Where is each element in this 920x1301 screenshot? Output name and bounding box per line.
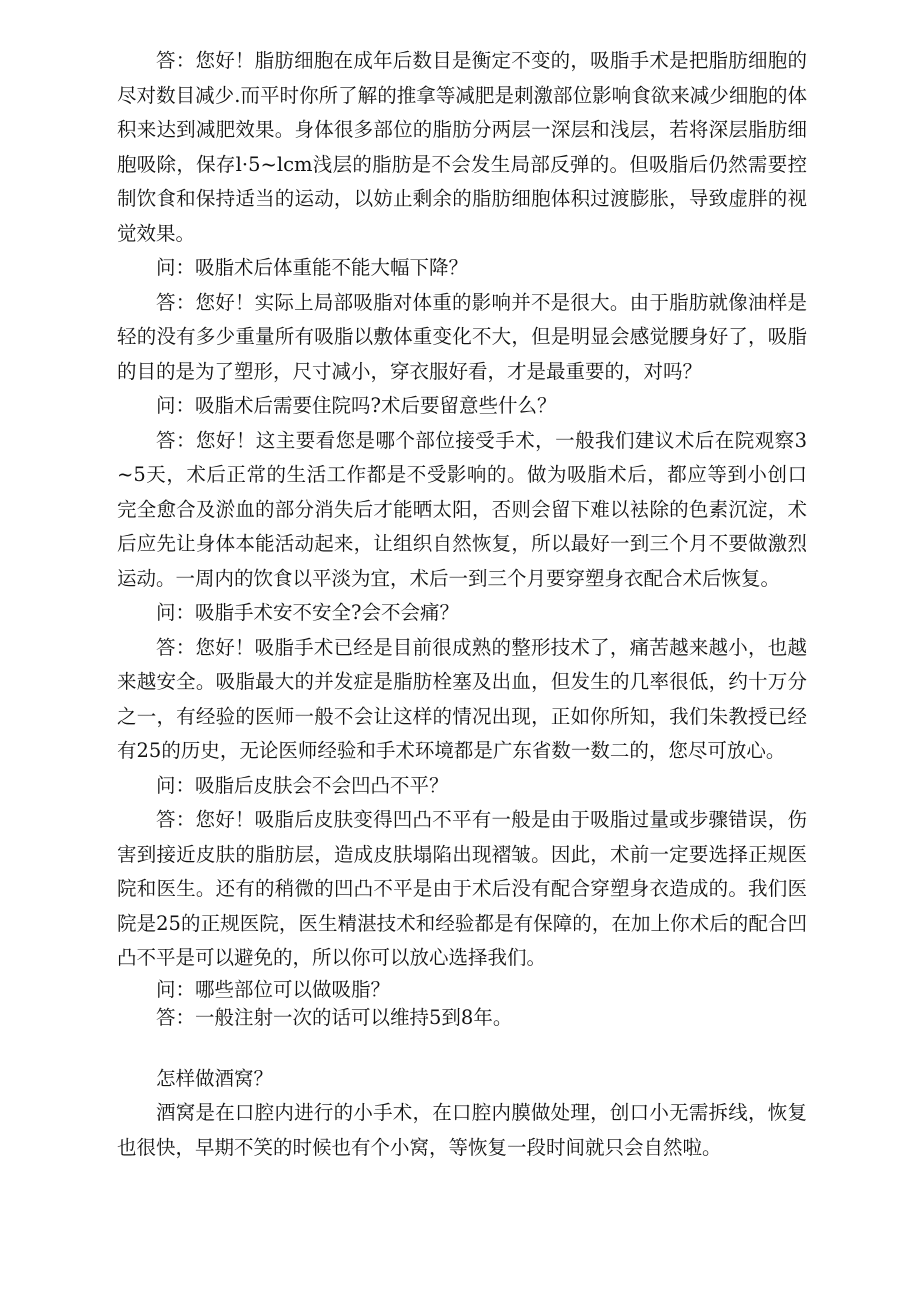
answer-paragraph: 答：您好！脂肪细胞在成年后数目是衡定不变的，吸脂手术是把脂肪细胞的尽对数目减少.而平时你所了解的推拿等减肥是刺激部位影响食欲来减少细胞的体积来达到减肥效果。身体很多部位的脂肪分两层一深层和浅层，若将深层脂肪细胞吸除，保存l·5~lcm浅层的脂肪是不会发生局部反弹的。但吸脂后仍然需要控制饮食和保持适当的运动，以妨止剩余的脂肪细胞体积过渡膨胀，导致虚胖的视觉效果。 bbox=[117, 49, 807, 245]
question-paragraph: 问：吸脂术后体重能不能大幅下降？ bbox=[156, 256, 469, 279]
answer-paragraph: 答：一般注射一次的话可以维持5到8年。 bbox=[156, 1005, 513, 1029]
question-paragraph: 问：吸脂术后需要住院吗?术后要留意些什么？ bbox=[156, 394, 557, 417]
answer-paragraph: 答：您好！实际上局部吸脂对体重的影响并不是很大。由于脂肪就像油样是轻的没有多少重量所有吸脂以敷体重变化不大，但是明显会感觉腰身好了，吸脂的目的是为了塑形，尺寸减小，穿衣服好看，才是最重要的，对吗？ bbox=[117, 290, 807, 383]
question-paragraph: 问：吸脂手术安不安全?会不会痛？ bbox=[156, 601, 459, 624]
question-paragraph: 问：吸脂后皮肤会不会凹凸不平？ bbox=[156, 773, 449, 797]
document-page bbox=[117, 44, 807, 1165]
answer-paragraph: 答：您好！吸脂后皮肤变得凹凸不平有一般是由于吸脂过量或步骤错误，伤害到接近皮肤的脂肪层，造成皮肤塌陷出现褶皱。因此，术前一定要选择正规医院和医生。还有的稍微的凹凸不平是由于术后没有配合穿塑身衣造成的。我们医院是25的正规医院，医生精湛技术和经验都是有保障的，在加上你术后的配合凹凸不平是可以避免的，所以你可以放心选择我们。 bbox=[117, 808, 807, 969]
answer-paragraph: 答：您好！这主要看您是哪个部位接受手术，一般我们建议术后在院观察3~5天，术后正常的生活工作都是不受影响的。做为吸脂术后，都应等到小创口完全愈合及淤血的部分消失后才能晒太阳，否则会留下难以袪除的色素沉淀，术后应先让身体本能活动起来，让组织自然恢复，所以最好一到三个月不要做激烈运动。一周内的饮食以平淡为宜，术后一到三个月要穿塑身衣配合术后恢复。 bbox=[117, 428, 807, 590]
section-spacer bbox=[117, 1032, 807, 1062]
body-paragraph: 酒窝是在口腔内进行的小手术，在口腔内膜做处理，创口小无需拆线，恢复也很快，早期不笑的时候也有个小窝，等恢复一段时间就只会自然啦。 bbox=[117, 1101, 807, 1159]
section-heading: 怎样做酒窝？ bbox=[156, 1066, 274, 1090]
answer-paragraph: 答：您好！吸脂手术已经是目前很成熟的整形技术了，痛苦越来越小，也越来越安全。吸脂最大的并发症是脂肪栓塞及出血，但发生的几率很低，约十万分之一，有经验的医师一般不会让这样的情况出现，正如你所知，我们朱教授已经有25的历史，无论医师经验和手术环境都是广东省数一数二的，您尽可放心。 bbox=[117, 635, 807, 762]
question-paragraph: 问：哪些部位可以做吸脂？ bbox=[156, 977, 391, 1001]
